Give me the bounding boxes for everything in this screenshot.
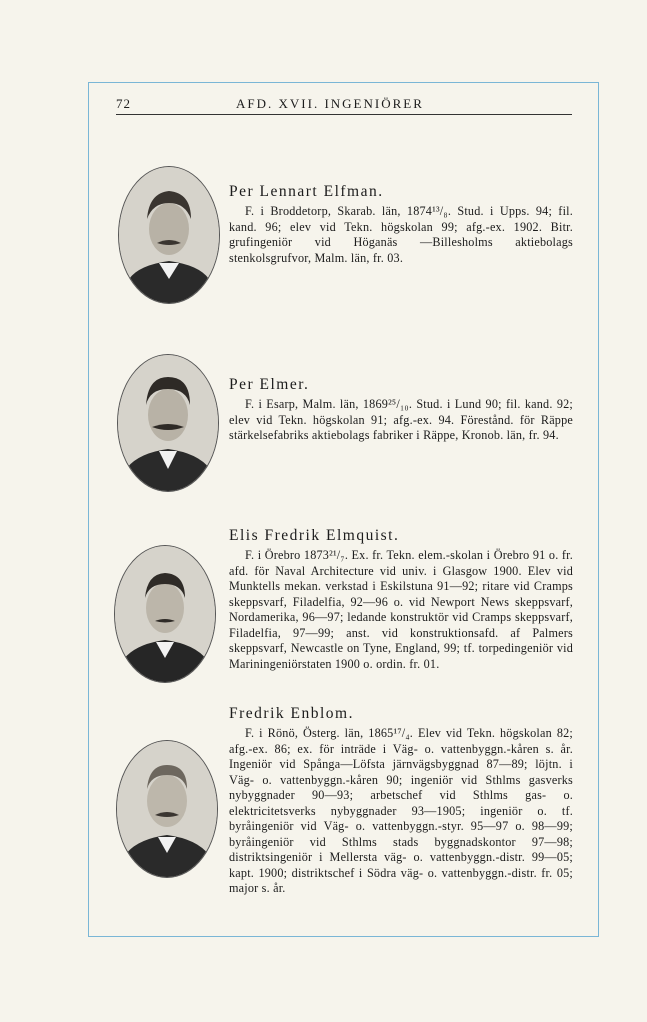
page-header	[116, 96, 572, 115]
person-biography: F. i Rönö, Österg. län, 1865¹⁷/₄. Elev vid Tekn. högskolan 82; afg.-ex. 86; ex. för inträde i Väg- o. vattenbyggn.-kåren s. år. Ingeniör vid Spånga—Löfsta järnvägsbyggnad 87—89; löjtn. i Väg- o. vattenbyggn.-kåren 90; ingeniör vid Sthlms gasverks nybyggnader 90—93; arbetschef vid Sthlms gas- o. elektricitetsverks nybyggnader 93—1905; ingeniör o. tf. byråingeniör vid Väg- o. vattenbyggn.-styr. 95—97 o. 98—99; byråingeniör vid Sthlms stads byggnadskontor 97—98; distriktsingeniör i Mellersta väg- o. vattenbyggn.-distr. 99—05; kapt. 1900; distriktschef i Södra väg- o. vattenbyggn.-distr. fr. 05; major s. år.	[229, 726, 573, 895]
portrait-photo	[116, 740, 218, 878]
person-name: Per Lennart Elfman.	[229, 183, 384, 200]
section-title: AFD. XVII. INGENIÖRER	[236, 96, 424, 111]
entry-elmer	[229, 376, 573, 444]
person-name: Fredrik Enblom.	[229, 705, 354, 722]
person-biography: F. i Örebro 1873²¹/₇. Ex. fr. Tekn. elem.-skolan i Örebro 91 o. fr. afd. för Naval Architecture vid univ. i Glasgow 1900. Elev vid Munktells mekan. verkstad i Eskilstuna 91—92; ritare vid Cramps skeppsvarf, Filadelfia, 92—96 o. vid Newport News skeppsvarf, Nordamerika, 96—97; ledande konstruktör vid Cramps skeppsvarf, Filadelfia, 97—99; anst. vid konstruktionsafd. af Palmers skeppsvarf, Newcastle on Tyne, England, 99; tf. torpedingeniör vid Mariningeniörstaten 1900 o. ordin. fr. 01.	[229, 548, 573, 671]
page-number: 72	[116, 96, 131, 111]
entry-enblom	[229, 705, 573, 897]
entry-elfman	[229, 183, 573, 266]
person-name: Per Elmer.	[229, 376, 310, 393]
portrait-photo	[118, 166, 220, 304]
person-biography: F. i Esarp, Malm. län, 1869²⁵/₁₀. Stud. i Lund 90; fil. kand. 92; elev vid Tekn. högskolan 91; afg.-ex. 94. Förestånd. för Räppe stärkelsefabriks aktiebolags fabriker i Räppe, Kronob. län, fr. 94.	[229, 397, 573, 442]
person-biography: F. i Broddetorp, Skarab. län, 1874¹³/₈. Stud. i Upps. 94; fil. kand. 96; elev vid Tekn. högskolan 99; afg.-ex. 1902. Bitr. grufingeniör vid Höganäs —Billesholms aktiebolags stenkolsgrufvor, Malm. län, fr. 03.	[229, 204, 573, 265]
portrait-photo	[114, 545, 216, 683]
portrait-photo	[117, 354, 219, 492]
entry-elmquist	[229, 527, 573, 672]
person-name: Elis Fredrik Elmquist.	[229, 527, 400, 544]
